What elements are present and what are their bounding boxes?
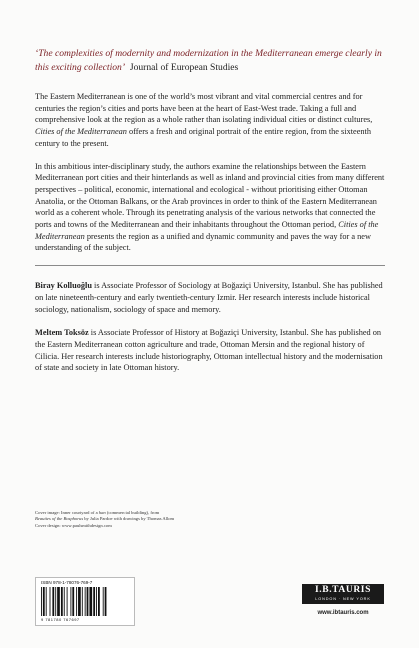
quote-text: ‘The complexities of modernity and modernization in the Mediterranean emerge clearly in this exciting collection’ [35, 48, 382, 73]
para2-text-b: presents the region as a unified and dynamic community and paves the way for a new understanding of the subject. [35, 231, 371, 253]
para2-text-a: In this ambitious inter-disciplinary study, the authors examine the relationships between the Eastern Mediterranean port cities and their hinterlands as well as inland and provincial cities from many different perspectives – political, economic, international and ecological - without prioritising either Ottoman Anatolia, or the Ottoman Balkans, or the Arab provinces in order to think of the Eastern Mediterranean world as a coherent whole. Through its penetrating analysis of the various networks that connected the ports and towns of the Mediterranean and their inhabitants throughout the Ottoman period, [35, 161, 385, 230]
credit-1c: (commercial building), from [105, 510, 160, 515]
para1-text-a: The Eastern Mediterranean is one of the world’s most vibrant and vital commercial centres and for centuries the region’s cities and ports have been at the heart of East-West trade. Taking a full and comprehensive look at the region as a whole rather than isolating individual cities or distinct cultures, [35, 92, 373, 125]
credit-line-3: Cover design: www.paulsmithdesign.com [35, 522, 112, 528]
para1-book-title: Cities of the Mediterranean [35, 127, 127, 137]
review-quote [35, 47, 385, 74]
barcode-digits: 9 781780 767697 [41, 617, 80, 622]
cover-text-block [35, 47, 385, 386]
description-paragraph-2 [35, 161, 385, 255]
cover-credits [35, 510, 285, 529]
credit-2a: Beauties of the Bosphorus [35, 516, 84, 522]
author-name-2: Meltem Toksöz [35, 328, 89, 338]
barcode-icon [41, 587, 127, 616]
isbn-number: ISBN 978-1-78076-769-7 [41, 580, 93, 585]
para1-text-b: offers a fresh and original portrait of the entire region, from the sixteenth century to the present. [35, 127, 372, 148]
quote-source: Journal of European Studies [129, 61, 239, 73]
publisher-logo [302, 584, 384, 604]
credit-2b: by Julia Pardoe with drawings by Thomas Allom [83, 516, 175, 522]
author-bio-text-2: is Associate Professor of History at Boğaziçi University, Istanbul. She has published on the Eastern Mediterranean cotton agriculture and trade, Ottoman Mersin and the regional history of Cilicia. Her research interests include historiography, Ottoman intellectual history and the modernisation of state and society in late Ottoman history. [35, 328, 383, 373]
author-bio-text-1: is Associate Professor of Sociology at Boğaziçi University, Istanbul. She has published on late nineteenth-century and early twentieth-century Izmir. Her research interests include historical sociology, nationalism, sociology of space and memory. [35, 281, 383, 314]
publisher-url: www.ibtauris.com [317, 610, 369, 616]
divider [35, 265, 385, 266]
author-bio-1 [35, 280, 385, 315]
para2-book-title: Cities of the Mediterranean [35, 220, 379, 241]
publisher-name: I.B.TAURIS [315, 585, 371, 595]
author-bio-2 [35, 327, 385, 374]
credit-1a: Cover image: Inner courtyard of a [35, 510, 99, 515]
author-name-1: Biray Kolluoğlu [35, 281, 92, 291]
description-paragraph-1 [35, 91, 385, 150]
publisher-cities: LONDON · NEW YORK [315, 597, 371, 601]
credit-1b: han [98, 510, 106, 515]
isbn-barcode [35, 577, 135, 626]
